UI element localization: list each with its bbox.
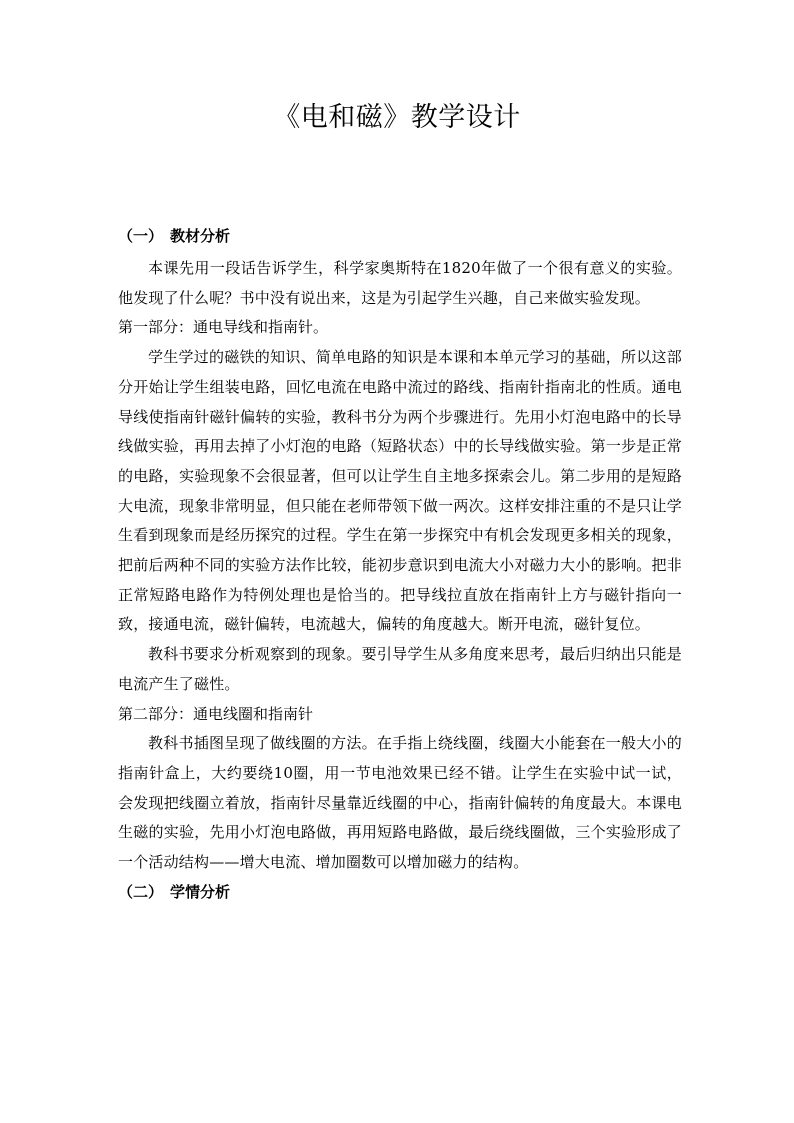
section-label: 教材分析 [170,227,231,245]
section-label: 学情分析 [170,882,231,901]
section-heading-textbook-analysis [118,226,682,246]
document-body [118,226,682,902]
part1-title: 第一部分：通电导线和指南针。 [118,318,329,337]
section-number: （一） [118,227,164,245]
part1-paragraph: 学生学过的磁铁的知识、简单电路的知识是本课和本单元学习的基础，所以这部分开始让学生组装电路，回忆电流在电路中流过的路线、指南针指南北的性质。通电导线使指南针磁针偏转的实验，教科书分为两个步骤进行。先用小灯泡电路中的长导线做实验，再用去掉了小灯泡的电路（短路状态）中的长导线做实验。第一步是正常的电路，实验现象不会很显著，但可以让学生自主地多探索会儿。第二步用的是短路大电流，现象非常明显，但只能在老师带领下做一两次。这样安排注重的不是只让学生看到现象而是经历探究的过程。学生在第一步探究中有机会发现更多相关的现象，把前后两种不同的实验方法作比较，能初步意识到电流大小对磁力大小的影响。把非正常短路电路作为特例处理也是恰当的。把导线拉直放在指南针上方与磁针指向一致，接通电流，磁针偏转，电流越大，偏转的角度越大。断开电流，磁针复位。 [118,348,682,634]
document-title: 《电和磁》教学设计 [273,102,521,133]
part2-paragraph: 教科书插图呈现了做线圈的方法。在手指上绕线圈，线圈大小能套在一般大小的指南针盒上，大约要绕10圈，用一节电池效果已经不错。让学生在实验中试一试，会发现把线圈立着放，指南针尽量靠近线圈的中心，指南针偏转的角度最大。本课电生磁的实验，先用小灯泡电路做，再用短路电路做，最后绕线圈做，三个实验形成了一个活动结构——增大电流、增加圈数可以增加磁力的结构。 [118,734,682,872]
part1-analysis-paragraph: 教科书要求分析观察到的现象。要引导学生从多角度来思考，最后归纳出只能是电流产生了磁性。 [118,645,682,693]
intro-paragraph: 本课先用一段话告诉学生，科学家奥斯特在1820年做了一个很有意义的实验。他发现了什么呢？书中没有说出来，这是为引起学生兴趣，自己来做实验发现。 [118,259,682,307]
part2-title: 第二部分：通电线圈和指南针 [118,704,314,723]
section-number: （二） [118,882,164,901]
section-heading-student-analysis [118,882,682,902]
